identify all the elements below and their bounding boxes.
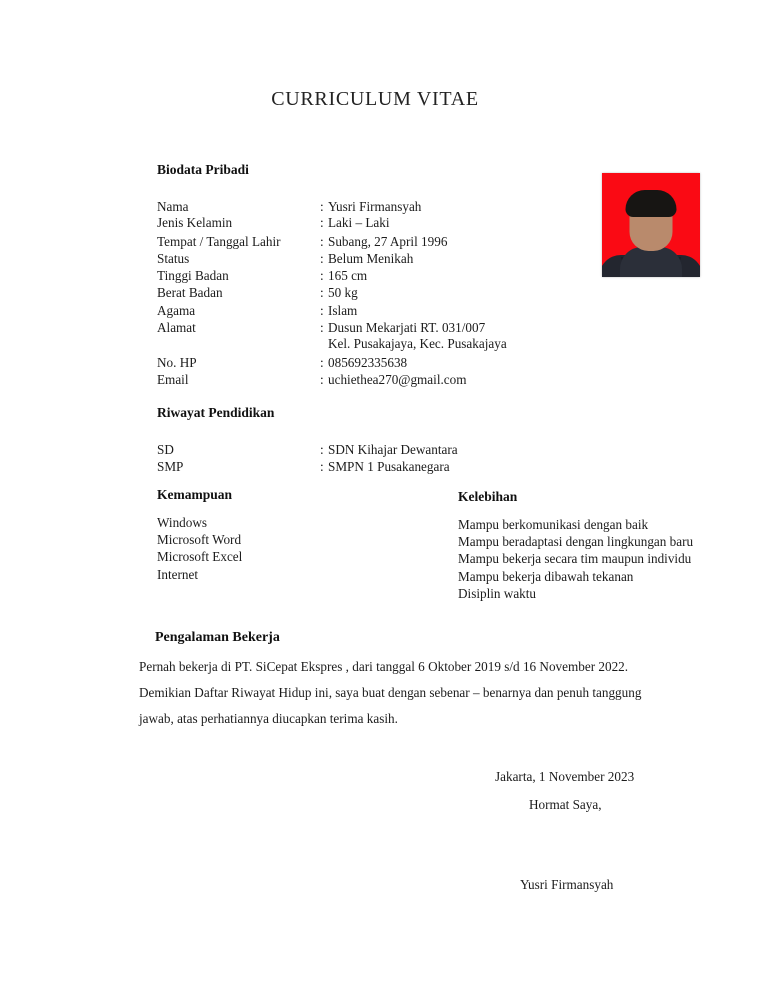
photo-hair bbox=[626, 190, 677, 217]
biodata-row-email bbox=[157, 372, 577, 388]
kelebihan-list bbox=[458, 516, 693, 602]
pendidikan-label-sd: SD bbox=[157, 442, 174, 457]
paragraph-line: Pernah bekerja di PT. SiCepat Ekspres , dari tanggal 6 Oktober 2019 s/d 16 November 2022. bbox=[139, 659, 629, 674]
colon-separator: : bbox=[320, 303, 324, 318]
biodata-row-nama bbox=[157, 199, 577, 215]
biodata-value-tinggi-badan: 165 cm bbox=[328, 268, 368, 283]
pendidikan-label-smp: SMP bbox=[157, 459, 184, 474]
biodata-value-berat-badan-wrap bbox=[320, 285, 358, 301]
biodata-row-status bbox=[157, 251, 577, 267]
biodata-row-berat-badan bbox=[157, 285, 577, 301]
list-item: Microsoft Word bbox=[157, 532, 242, 548]
list-item: Microsoft Excel bbox=[157, 549, 243, 565]
pendidikan-value-sd-wrap bbox=[320, 442, 458, 458]
colon-separator: : bbox=[320, 320, 324, 335]
pengalaman-paragraph bbox=[139, 654, 684, 732]
biodata-value-email-wrap bbox=[320, 372, 466, 388]
paragraph-line: Demikian Daftar Riwayat Hidup ini, saya buat dengan sebenar – benarnya dan penuh tanggung bbox=[139, 685, 642, 700]
list-item: Mampu bekerja dibawah tekanan bbox=[458, 568, 634, 584]
signature-name: Yusri Firmansyah bbox=[520, 877, 614, 892]
signature-place-date: Jakarta, 1 November 2023 bbox=[495, 769, 635, 784]
biodata-value-nama: Yusri Firmansyah bbox=[328, 199, 422, 214]
pendidikan-value-smp: SMPN 1 Pusakanegara bbox=[328, 459, 450, 474]
section-heading-riwayat-pendidikan: Riwayat Pendidikan bbox=[157, 405, 275, 420]
list-item: Mampu berkomunikasi dengan baik bbox=[458, 517, 649, 532]
pendidikan-value-sd: SDN Kihajar Dewantara bbox=[328, 442, 458, 457]
biodata-value-tinggi-badan-wrap bbox=[320, 268, 367, 284]
list-item: Disiplin waktu bbox=[458, 585, 537, 601]
colon-separator: : bbox=[320, 251, 324, 266]
colon-separator: : bbox=[320, 199, 324, 214]
biodata-row-alamat bbox=[157, 320, 577, 336]
colon-separator: : bbox=[320, 442, 324, 457]
biodata-value-status-wrap bbox=[320, 251, 413, 267]
section-heading-biodata: Biodata Pribadi bbox=[157, 162, 249, 177]
paragraph-line: jawab, atas perhatiannya diucapkan terima kasih. bbox=[139, 711, 398, 726]
biodata-value-alamat: Dusun Mekarjati RT. 031/007 bbox=[328, 320, 486, 335]
biodata-value-status: Belum Menikah bbox=[328, 251, 414, 266]
biodata-value-berat-badan: 50 kg bbox=[328, 285, 358, 300]
biodata-value-tempat-tanggal-lahir-wrap bbox=[320, 234, 447, 250]
biodata-value-alamat-wrap bbox=[320, 320, 485, 336]
biodata-label-tinggi-badan: Tinggi Badan bbox=[157, 268, 229, 283]
biodata-label-berat-badan: Berat Badan bbox=[157, 285, 223, 300]
section-heading-kemampuan: Kemampuan bbox=[157, 487, 233, 502]
photo-neck bbox=[620, 247, 682, 277]
biodata-row-jenis-kelamin bbox=[157, 215, 577, 231]
biodata-row-tempat-tanggal-lahir bbox=[157, 234, 577, 250]
biodata-value-email: uchiethea270@gmail.com bbox=[328, 372, 467, 387]
biodata-value-tempat-tanggal-lahir: Subang, 27 April 1996 bbox=[328, 234, 448, 249]
list-item: Mampu beradaptasi dengan lingkungan baru bbox=[458, 534, 694, 550]
biodata-row-tinggi-badan bbox=[157, 268, 577, 284]
biodata-label-alamat: Alamat bbox=[157, 320, 196, 335]
biodata-label-agama: Agama bbox=[157, 303, 196, 318]
signature-salutation: Hormat Saya, bbox=[529, 797, 602, 812]
biodata-value-agama-wrap bbox=[320, 303, 357, 319]
list-item: Internet bbox=[157, 566, 199, 582]
biodata-label-status: Status bbox=[157, 251, 190, 266]
biodata-value-no-hp-wrap bbox=[320, 355, 407, 371]
pendidikan-value-smp-wrap bbox=[320, 459, 450, 475]
biodata-row-no-hp bbox=[157, 355, 577, 371]
biodata-label-tempat-tanggal-lahir: Tempat / Tanggal Lahir bbox=[157, 234, 281, 249]
pendidikan-row-sd bbox=[157, 442, 577, 458]
biodata-label-nama: Nama bbox=[157, 199, 189, 214]
colon-separator: : bbox=[320, 459, 324, 474]
colon-separator: : bbox=[320, 268, 324, 283]
section-heading-kelebihan: Kelebihan bbox=[458, 489, 518, 504]
biodata-row-agama bbox=[157, 303, 577, 319]
colon-separator: : bbox=[320, 234, 324, 249]
biodata-value-nama-wrap bbox=[320, 199, 421, 215]
colon-separator: : bbox=[320, 215, 324, 230]
colon-separator: : bbox=[320, 372, 324, 387]
biodata-value-agama: Islam bbox=[328, 303, 358, 318]
pendidikan-row-smp bbox=[157, 459, 577, 475]
page-title: CURRICULUM VITAE bbox=[271, 88, 479, 110]
biodata-value-jenis-kelamin-wrap bbox=[320, 215, 390, 231]
section-heading-pengalaman-bekerja: Pengalaman Bekerja bbox=[155, 630, 280, 645]
list-item: Mampu bekerja secara tim maupun individu bbox=[458, 551, 692, 567]
biodata-label-no-hp: No. HP bbox=[157, 355, 197, 370]
biodata-label-email: Email bbox=[157, 372, 189, 387]
colon-separator: : bbox=[320, 285, 324, 300]
kemampuan-list bbox=[157, 514, 242, 583]
biodata-value-jenis-kelamin: Laki – Laki bbox=[328, 215, 390, 230]
profile-photo bbox=[602, 173, 700, 277]
list-item: Windows bbox=[157, 515, 208, 530]
biodata-label-jenis-kelamin: Jenis Kelamin bbox=[157, 215, 233, 230]
colon-separator: : bbox=[320, 355, 324, 370]
biodata-value-alamat-line2: Kel. Pusakajaya, Kec. Pusakajaya bbox=[328, 336, 507, 351]
biodata-value-no-hp: 085692335638 bbox=[328, 355, 408, 370]
